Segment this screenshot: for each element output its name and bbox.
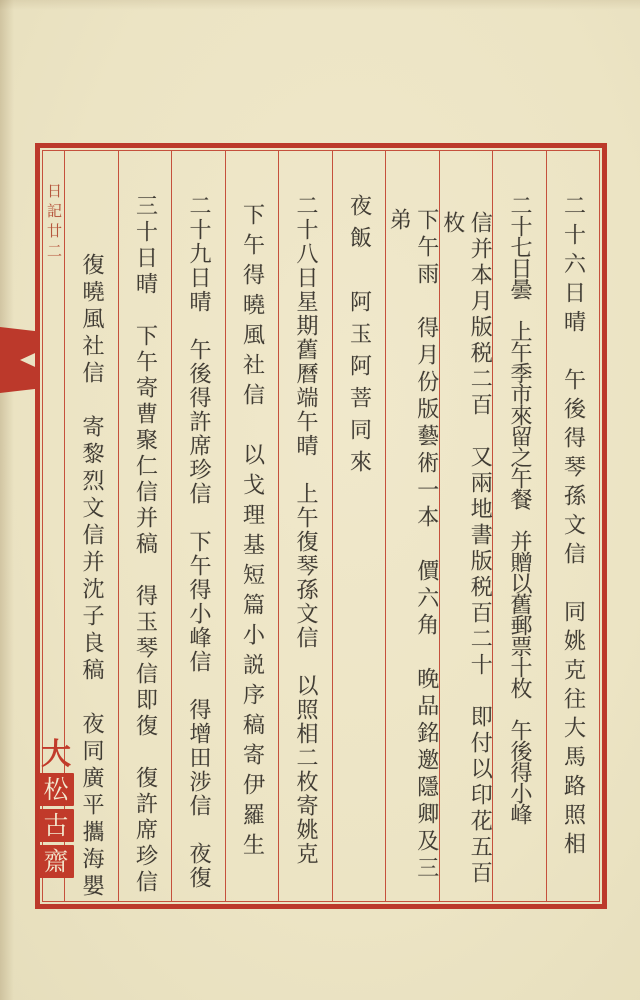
diary-column-text: 二十七日曇 上午季市來留之午餐 并贈以舊郵票十枚 午後得小峰 (507, 194, 532, 824)
ruled-frame (35, 143, 607, 909)
diary-column-text: 二十八日星期舊曆端午晴 上午復琴孫文信 以照相二枚寄姚克 (293, 194, 318, 866)
page-edge-shading-left (0, 0, 14, 1000)
diary-column-text: 二十六日晴 午後得琴孫文信 同姚克往大馬路照相 (560, 194, 586, 861)
diary-column-9 (118, 151, 172, 901)
volume-label: 日記廿二 (45, 183, 63, 263)
diary-column-7 (225, 151, 279, 901)
seal-block-character: 齋 (39, 845, 74, 878)
diary-column-2 (492, 151, 546, 901)
diary-column-text: 復曉風社信 寄黎烈文信并沈子良稿 夜同廣平攜海嬰 (79, 253, 104, 901)
diary-column-text: 二十九日晴 午後得許席珍信 下午得小峰信 得增田涉信 夜復 (186, 194, 211, 890)
column-grid (42, 150, 600, 902)
diary-column-text: 下午雨 得月份版藝術一本 價六角 晚品銘邀隱卿及三弟 (386, 208, 439, 883)
diary-column-text: 夜飯 阿玉阿菩同來 (346, 194, 372, 482)
diary-column-8 (171, 151, 225, 901)
diary-column-6 (278, 151, 332, 901)
diary-column-5 (332, 151, 386, 901)
diary-column-4 (385, 151, 439, 901)
diary-column-text: 信并本月版税二百 又兩地書版税百二十 即付以印花五百枚 (439, 211, 492, 887)
diary-column-3 (439, 151, 493, 901)
page-edge-shading-top (0, 0, 640, 10)
seal-block-character: 松 (39, 773, 74, 806)
diary-column-1 (546, 151, 600, 901)
diary-column-text: 下午得曉風社信 以戈理基短篇小説序稿寄伊羅生 (239, 203, 265, 863)
paper-shop-seal (36, 737, 76, 878)
seal-block-character: 古 (39, 809, 74, 842)
diary-column-text: 三十日晴 下午寄曹聚仁信并稿 得玉琴信即復 復許席珍信 (132, 194, 158, 896)
ribbon-marker-icon (0, 327, 40, 393)
seal-prefix-character: 大 (41, 737, 71, 772)
